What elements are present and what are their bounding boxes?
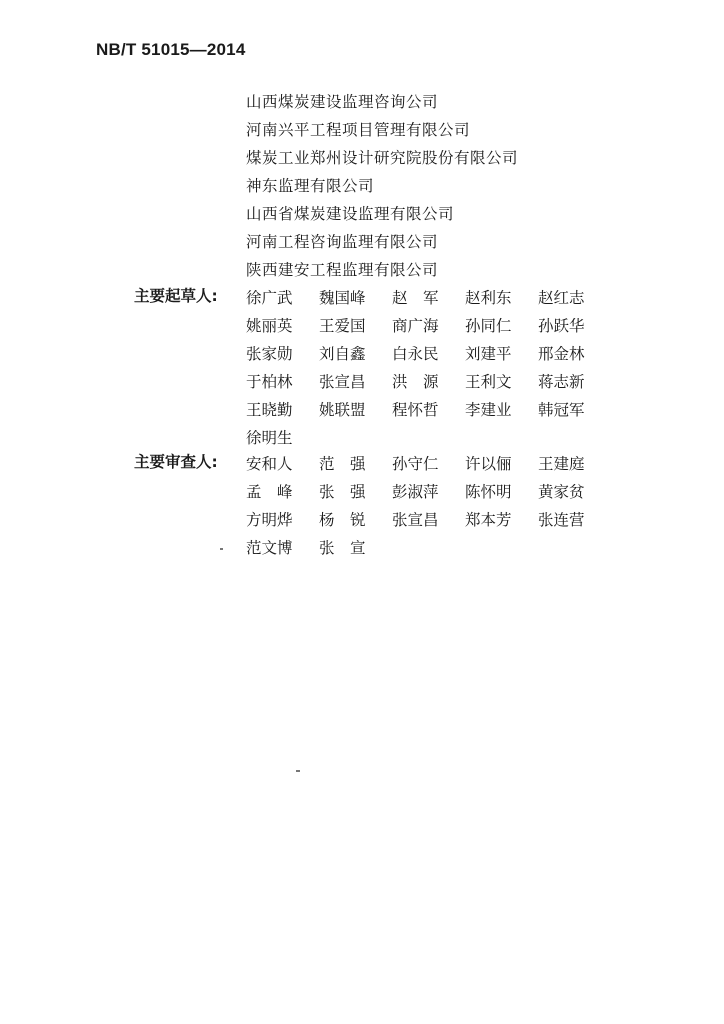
organization-item: 煤炭工业郑州设计研究院股份有限公司 [246,149,519,167]
person-name: 黄家贫 [538,483,585,501]
person-name: 王利文 [465,373,512,391]
person-name: 安和人 [246,455,293,473]
person-name: 张 宣 [319,539,366,557]
person-name: 邢金林 [538,345,585,363]
person-name: 姚联盟 [319,401,366,419]
person-name: 范 强 [319,455,366,473]
person-name: 张宣昌 [392,511,439,529]
person-name: 徐广武 [246,289,293,307]
person-name: 于柏林 [246,373,293,391]
person-name: 赵 军 [392,289,439,307]
person-name: 张家勋 [246,345,293,363]
person-name: 蒋志新 [538,373,585,391]
reviewers-names [246,450,611,562]
person-name: 李建业 [465,401,512,419]
person-name: 刘自鑫 [319,345,366,363]
person-name: 赵利东 [465,289,512,307]
person-name: 商广海 [392,317,439,335]
person-name: 韩冠军 [538,401,585,419]
person-name: 洪 源 [392,373,439,391]
person-name: 王晓勤 [246,401,293,419]
person-name: 魏国峰 [319,289,366,307]
person-name: 陈怀明 [465,483,512,501]
person-name: 程怀哲 [392,401,439,419]
person-name: 赵红志 [538,289,585,307]
reviewers-label: 主要审查人: [134,453,218,471]
drafters-label: 主要起草人: [134,287,218,305]
person-name: 郑本芳 [465,511,512,529]
person-name: 孙守仁 [392,455,439,473]
person-name: 许以俪 [465,455,512,473]
person-name: 彭淑萍 [392,483,439,501]
person-name: 范文博 [246,539,293,557]
standard-code: NB/T 51015—2014 [96,40,246,59]
organization-list [246,88,518,284]
person-name: 徐明生 [246,429,293,447]
person-name: 王爱国 [319,317,366,335]
person-name: 孙同仁 [465,317,512,335]
person-name: 张连营 [538,511,585,529]
person-name: 王建庭 [538,455,585,473]
person-name: 刘建平 [465,345,512,363]
organization-item: 河南工程咨询监理有限公司 [246,233,439,251]
person-name: 杨 锐 [319,511,366,529]
person-name: 张宣昌 [319,373,366,391]
organization-item: 山西省煤炭建设监理有限公司 [246,205,455,223]
person-name: 孙跃华 [538,317,585,335]
organization-item: 河南兴平工程项目管理有限公司 [246,121,471,139]
scan-speck [220,548,223,550]
drafters-names [246,284,611,452]
scan-speck [296,770,300,772]
person-name: 姚丽英 [246,317,293,335]
organization-item: 陕西建安工程监理有限公司 [246,261,439,279]
organization-item: 山西煤炭建设监理咨询公司 [246,93,439,111]
organization-item: 神东监理有限公司 [246,177,375,195]
person-name: 白永民 [392,345,439,363]
person-name: 孟 峰 [246,483,293,501]
person-name: 方明烨 [246,511,293,529]
person-name: 张 强 [319,483,366,501]
